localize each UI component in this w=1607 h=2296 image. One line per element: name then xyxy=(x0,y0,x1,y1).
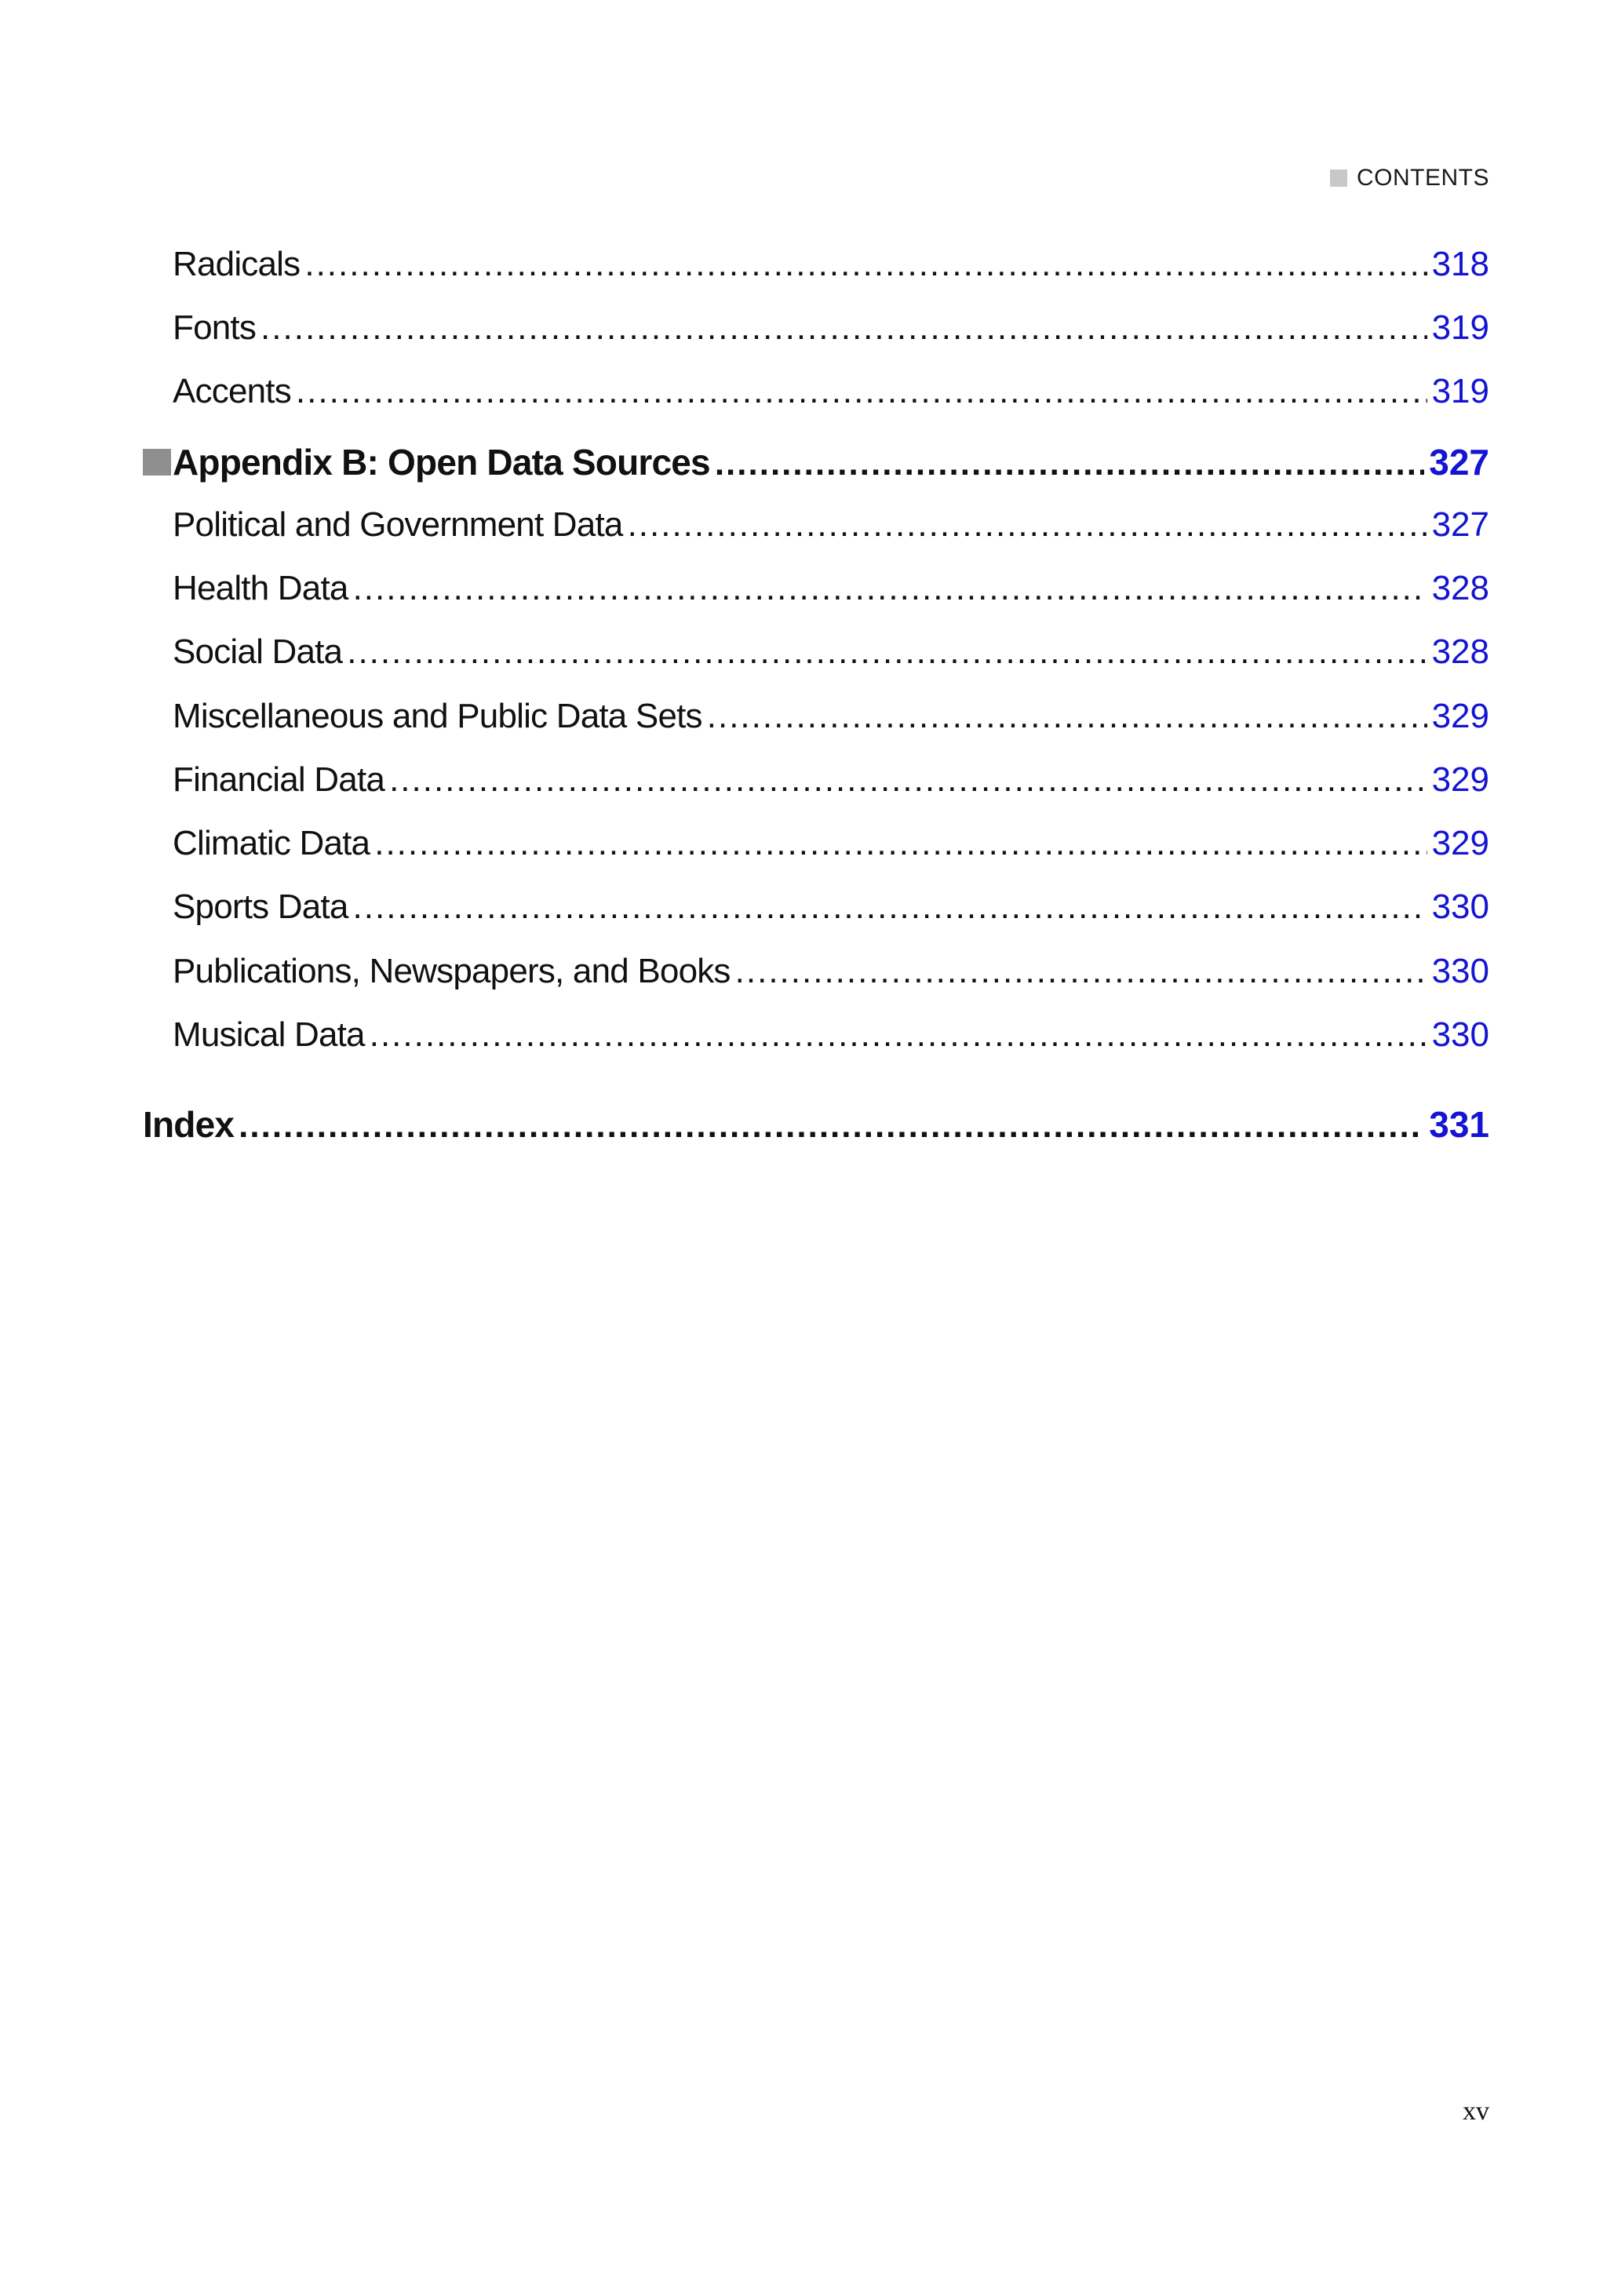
toc-page-link[interactable]: 329 xyxy=(1431,760,1489,799)
dot-leader xyxy=(239,1106,1424,1146)
toc-entry-label: Musical Data xyxy=(173,1015,365,1054)
toc-entry-label: Social Data xyxy=(173,632,343,671)
dot-leader xyxy=(715,444,1424,483)
toc-entry-label: Political and Government Data xyxy=(173,505,623,544)
page-folio: xv xyxy=(1463,2097,1489,2126)
toc-entry-label: Miscellaneous and Public Data Sets xyxy=(173,697,702,735)
toc-page-link[interactable]: 330 xyxy=(1431,1015,1489,1054)
dot-leader xyxy=(370,1015,1427,1055)
toc-entry-label: Financial Data xyxy=(173,760,385,799)
dot-leader xyxy=(353,569,1427,608)
toc-page-link[interactable]: 330 xyxy=(1431,952,1489,990)
toc-entry-label: Sports Data xyxy=(173,887,348,926)
toc-entry-climatic-data[interactable] xyxy=(173,824,1489,863)
toc-page-link[interactable]: 319 xyxy=(1431,308,1489,347)
toc-page-link[interactable]: 330 xyxy=(1431,887,1489,926)
toc-page-link[interactable]: 327 xyxy=(1429,442,1489,483)
toc-entry-label: Fonts xyxy=(173,308,257,347)
toc-entry-label: Publications, Newspapers, and Books xyxy=(173,952,731,990)
toc-entry-musical-data[interactable] xyxy=(173,1015,1489,1055)
toc-entry-radicals[interactable] xyxy=(173,245,1489,284)
toc-page-link[interactable]: 328 xyxy=(1431,569,1489,607)
toc-entry-financial-data[interactable] xyxy=(173,760,1489,800)
toc-entry-label: Accents xyxy=(173,372,291,410)
running-head xyxy=(1330,165,1489,191)
toc-page-link[interactable]: 331 xyxy=(1429,1104,1489,1145)
toc-page-link[interactable]: 319 xyxy=(1431,372,1489,410)
toc-entry-sports-data[interactable] xyxy=(173,887,1489,927)
toc-entry-social-data[interactable] xyxy=(173,632,1489,672)
toc-entry-label: Climatic Data xyxy=(173,824,370,862)
toc-page-link[interactable]: 318 xyxy=(1431,245,1489,283)
dot-leader xyxy=(389,760,1427,800)
toc-entry-label: Health Data xyxy=(173,569,348,607)
toc-entry-miscellaneous-public-data-sets[interactable] xyxy=(173,697,1489,736)
square-bullet-icon xyxy=(143,449,171,476)
toc-page-link[interactable]: 329 xyxy=(1431,697,1489,735)
toc-entry-index[interactable] xyxy=(143,1103,1489,1146)
toc-entry-publications-newspapers-books[interactable] xyxy=(173,952,1489,991)
dot-leader xyxy=(707,697,1427,736)
dot-leader xyxy=(353,887,1427,927)
toc-entry-appendix-b[interactable] xyxy=(143,441,1489,483)
toc-page-link[interactable]: 329 xyxy=(1431,824,1489,862)
dot-leader xyxy=(304,245,1427,284)
toc-entry-political-government-data[interactable] xyxy=(173,505,1489,545)
square-bullet-icon xyxy=(1330,169,1347,187)
dot-leader xyxy=(628,505,1427,545)
toc-page-link[interactable]: 328 xyxy=(1431,632,1489,671)
dot-leader xyxy=(261,308,1427,348)
dot-leader xyxy=(735,952,1427,991)
dot-leader xyxy=(374,824,1427,863)
toc-entry-label: Index xyxy=(143,1104,235,1145)
toc-entry-health-data[interactable] xyxy=(173,569,1489,608)
dot-leader xyxy=(296,372,1427,411)
running-head-text: CONTENTS xyxy=(1357,165,1489,191)
toc-entry-label: Appendix B: Open Data Sources xyxy=(173,442,710,483)
toc-entry-label: Radicals xyxy=(173,245,301,283)
dot-leader xyxy=(347,632,1427,672)
toc-page-link[interactable]: 327 xyxy=(1431,505,1489,544)
toc-entry-fonts[interactable] xyxy=(173,308,1489,348)
toc-entry-accents[interactable] xyxy=(173,372,1489,411)
